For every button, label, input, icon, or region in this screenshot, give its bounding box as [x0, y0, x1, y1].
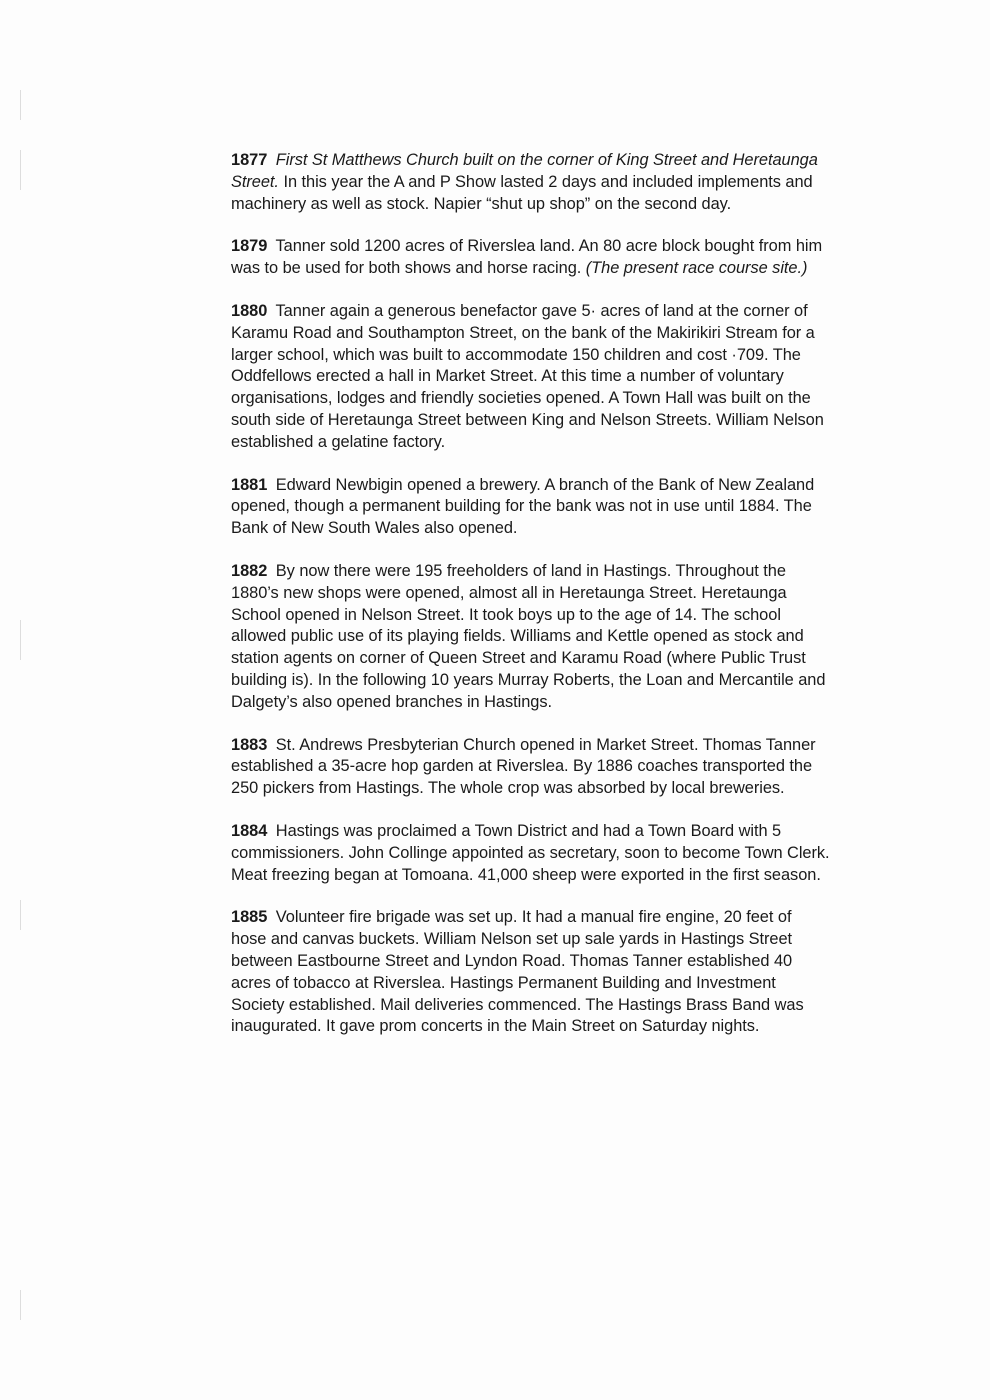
timeline-entry-1882 [231, 561, 831, 714]
entry-year: 1880 [231, 301, 268, 320]
timeline-entry-1877 [231, 150, 831, 215]
entry-text: Tanner sold 1200 acres of Riverslea land. An 80 acre block bought from him was to be used for both shows and horse racing. [231, 237, 823, 278]
timeline-entry-1883 [231, 735, 831, 800]
entry-year: 1877 [231, 151, 268, 169]
timeline-entry-1879 [231, 236, 831, 280]
scan-artifact [20, 620, 21, 660]
timeline-content [231, 150, 831, 1059]
scan-artifact [20, 1290, 21, 1320]
entry-text: Hastings was proclaimed a Town District and had a Town Board with 5 commissioners. John Collinge appointed as secretary, soon to become Town Clerk. Meat freezing began at Tomoana. 41,000 sheep were exported in the first season. [231, 821, 830, 884]
entry-italic-text: First St Matthews Church built on the corner of King Street and Heretaunga Street. [231, 151, 818, 191]
entry-text: In this year the A and P Show lasted 2 days and included implements and machinery as well as stock. Napier “shut up shop” on the second day. [231, 172, 813, 213]
entry-italic-tail: (The present race course site.) [585, 259, 808, 278]
entry-year: 1881 [231, 475, 268, 494]
timeline-entry-1880 [231, 301, 831, 454]
timeline-entry-1884 [231, 821, 831, 886]
entry-year: 1884 [231, 821, 268, 840]
entry-text: Edward Newbigin opened a brewery. A branch of the Bank of New Zealand opened, though a permanent building for the bank was not in use until 1884. The Bank of New South Wales also opened. [231, 475, 815, 538]
entry-year: 1885 [231, 908, 268, 927]
entry-year: 1879 [231, 237, 268, 256]
entry-text: By now there were 195 freeholders of land in Hastings. Throughout the 1880’s new shops were opened, almost all in Heretaunga Street. Heretaunga School opened in Nelson Street. It took boys up to the age of 14. The school allowed public use of its playing fields. Williams and Kettle opened as stock and station agents on corner of Queen Street and Karamu Road (where Public Trust building is). In the following 10 years Murray Roberts, the Loan and Mercantile and Dalgety’s also opened branches in Hastings. [231, 561, 826, 711]
entry-text: Tanner again a generous benefactor gave 5· acres of land at the corner of Karamu Road and Southampton Street, on the bank of the Makirikiri Stream for a larger school, which was built to accommodate 150 children and cost ·709. The Oddfellows erected a hall in Market Street. At this time a number of voluntary organisations, lodges and friendly societies opened. A Town Hall was built on the south side of Heretaunga Street between King and Nelson Streets. William Nelson established a gelatine factory. [231, 301, 824, 451]
entry-text: Volunteer fire brigade was set up. It had a manual fire engine, 20 feet of hose and canvas buckets. William Nelson set up sale yards in Hastings Street between Eastbourne Street and Lyndon Road. Thomas Tanner established 40 acres of tobacco at Riverslea. Hastings Permanent Building and Investment Society established. Mail deliveries commenced. The Hastings Brass Band was inaugurated. It gave prom concerts in the Main Street on Saturday nights. [231, 908, 804, 1036]
scan-artifact [20, 900, 21, 930]
entry-year: 1883 [231, 735, 268, 754]
entry-year: 1882 [231, 561, 268, 580]
timeline-entry-1885 [231, 907, 831, 1038]
scan-artifact [20, 90, 21, 120]
scan-artifact [20, 150, 21, 190]
entry-text: St. Andrews Presbyterian Church opened in Market Street. Thomas Tanner established a 35-acre hop garden at Riverslea. By 1886 coaches transported the 250 pickers from Hastings. The whole crop was absorbed by local breweries. [231, 735, 816, 798]
timeline-entry-1881 [231, 475, 831, 540]
